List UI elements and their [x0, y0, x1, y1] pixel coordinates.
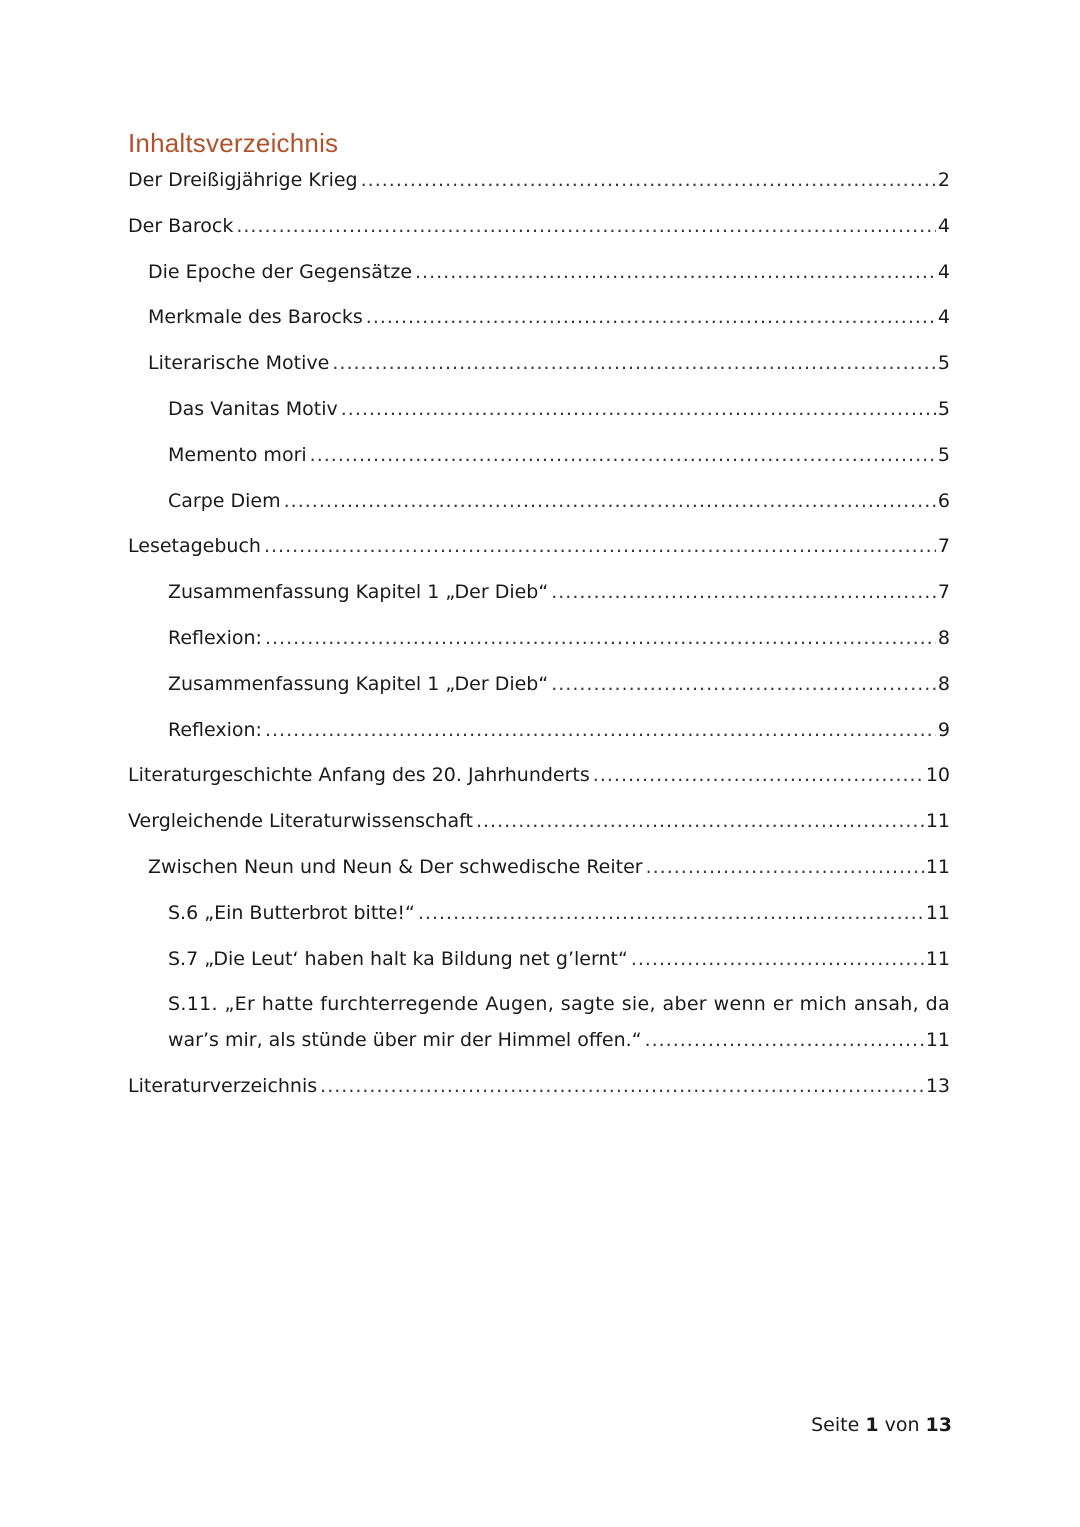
- toc-page-number: 8: [937, 626, 950, 649]
- dot-leader: [265, 620, 936, 656]
- toc-entry-label: Memento mori: [168, 443, 307, 466]
- dot-leader: [418, 895, 924, 931]
- dot-leader: [593, 757, 924, 793]
- toc-entry-vergleichende-literaturwissenschaft[interactable]: [128, 803, 950, 849]
- toc-entry-label: S.7 „Die Leut‘ haben halt ka Bildung net g’lernt“: [168, 947, 628, 970]
- toc-entry-dreissigjaehriger-krieg[interactable]: [128, 162, 950, 208]
- toc-page-number: 4: [937, 306, 950, 329]
- dot-leader: [645, 1022, 924, 1058]
- toc-page-number: 11: [925, 901, 950, 924]
- toc-entry-label: Zusammenfassung Kapitel 1 „Der Dieb“: [168, 672, 549, 695]
- toc-entry-furchterregende-augen[interactable]: [128, 986, 950, 1068]
- toc-page-number: 4: [937, 214, 950, 237]
- toc-page-number: 8: [937, 672, 950, 695]
- dot-leader: [332, 345, 936, 381]
- toc-entry-carpe-diem[interactable]: [128, 483, 950, 529]
- toc-page-number: 11: [925, 947, 950, 970]
- toc-page-number: 13: [925, 1075, 950, 1098]
- toc-page-number: 5: [937, 397, 950, 420]
- toc-entry-label: Das Vanitas Motiv: [168, 397, 338, 420]
- toc-page-number: 4: [937, 260, 950, 283]
- dot-leader: [551, 666, 936, 702]
- toc-page-number: 5: [937, 352, 950, 375]
- toc-entry-merkmale-des-barocks[interactable]: [128, 299, 950, 345]
- dot-leader: [646, 849, 924, 885]
- footer-total-pages: 13: [925, 1414, 952, 1436]
- dot-leader: [415, 254, 936, 290]
- toc-entry-zwischen-neun-und-neun[interactable]: [128, 849, 950, 895]
- toc-entry-label: Die Epoche der Gegensätze: [148, 260, 413, 283]
- toc-entry-label: Literarische Motive: [148, 352, 330, 375]
- toc-entry-label: Zwischen Neun und Neun & Der schwedische Reiter: [148, 855, 643, 878]
- toc-entry-label: Lesetagebuch: [128, 535, 261, 558]
- dot-leader: [264, 528, 936, 564]
- toc-page-number: 10: [925, 764, 950, 787]
- dot-leader: [551, 574, 936, 610]
- dot-leader: [631, 941, 924, 977]
- toc-entry-label: Zusammenfassung Kapitel 1 „Der Dieb“: [168, 581, 549, 604]
- toc-entry-literaturgeschichte[interactable]: [128, 757, 950, 803]
- toc-page-number: 11: [925, 1029, 950, 1052]
- toc-entry-zusammenfassung-2[interactable]: [128, 666, 950, 712]
- page-footer: [811, 1414, 952, 1436]
- toc-page-number: 7: [937, 535, 950, 558]
- toc-page-number: 6: [937, 489, 950, 512]
- toc-entry-label: Reflexion:: [168, 626, 262, 649]
- toc-entry-leut-bildung[interactable]: [128, 941, 950, 987]
- toc-entry-zusammenfassung-1[interactable]: [128, 574, 950, 620]
- toc-entry-literarische-motive[interactable]: [128, 345, 950, 391]
- toc-entry-label: Der Barock: [128, 214, 234, 237]
- toc-entry-line2: [168, 1022, 950, 1058]
- toc-entry-label-line2: war’s mir, als stünde über mir der Himmel offen.“: [168, 1029, 642, 1052]
- dot-leader: [361, 162, 936, 198]
- toc-entry-barock[interactable]: [128, 208, 950, 254]
- toc-entry-epoche-der-gegensaetze[interactable]: [128, 254, 950, 300]
- toc-page-number: 2: [937, 169, 950, 191]
- toc-entry-label: Literaturverzeichnis: [128, 1075, 318, 1098]
- dot-leader: [310, 437, 936, 473]
- dot-leader: [341, 391, 936, 427]
- dot-leader: [265, 712, 936, 748]
- toc-entry-label: Reflexion:: [168, 718, 262, 741]
- dot-leader: [320, 1068, 924, 1104]
- toc-entry-label: Merkmale des Barocks: [148, 306, 363, 329]
- toc-page-number: 11: [925, 810, 950, 833]
- toc-entry-label: Literaturgeschichte Anfang des 20. Jahrhunderts: [128, 764, 590, 787]
- toc-entry-lesetagebuch[interactable]: [128, 528, 950, 574]
- toc-page-number: 7: [937, 581, 950, 604]
- toc-entry-label: Der Dreißigjährige Krieg: [128, 169, 358, 191]
- table-of-contents: [128, 162, 950, 1114]
- toc-entry-label: Carpe Diem: [168, 489, 281, 512]
- dot-leader: [284, 483, 936, 519]
- dot-leader: [476, 803, 924, 839]
- footer-middle: von: [878, 1414, 926, 1436]
- toc-page-number: 11: [925, 855, 950, 878]
- toc-entry-reflexion-2[interactable]: [128, 712, 950, 758]
- toc-entry-vanitas-motiv[interactable]: [128, 391, 950, 437]
- toc-page-number: 5: [937, 443, 950, 466]
- toc-entry-label-line1: S.11. „Er hatte furchterregende Augen, sagte sie, aber wenn er mich ansah, da: [168, 993, 950, 1016]
- dot-leader: [366, 299, 936, 335]
- toc-title: Inhaltsverzeichnis: [128, 128, 339, 158]
- footer-current-page: 1: [865, 1414, 879, 1436]
- toc-entry-literaturverzeichnis[interactable]: [128, 1068, 950, 1114]
- toc-entry-reflexion-1[interactable]: [128, 620, 950, 666]
- toc-entry-memento-mori[interactable]: [128, 437, 950, 483]
- toc-entry-butterbrot[interactable]: [128, 895, 950, 941]
- toc-entry-label: Vergleichende Literaturwissenschaft: [128, 810, 473, 833]
- dot-leader: [236, 208, 936, 244]
- toc-page-number: 9: [937, 718, 950, 741]
- footer-prefix: Seite: [811, 1414, 866, 1436]
- toc-entry-label: S.6 „Ein Butterbrot bitte!“: [168, 901, 415, 924]
